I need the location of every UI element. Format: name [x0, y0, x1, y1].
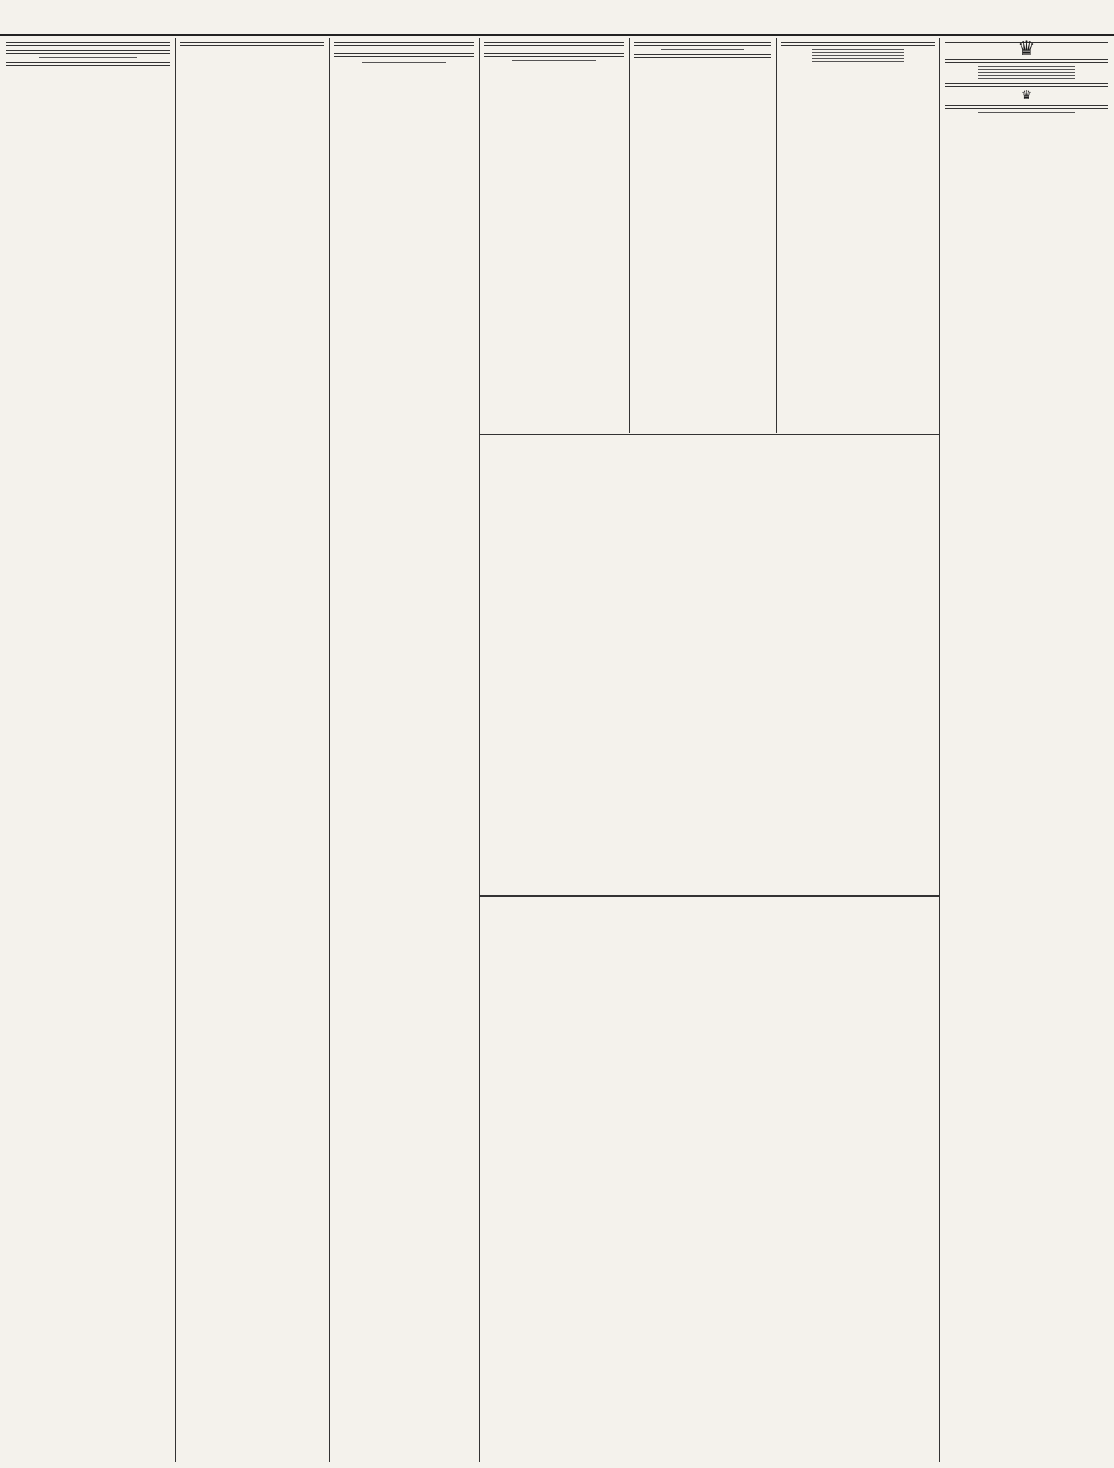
divider: [978, 72, 1076, 73]
to-let-heading: [634, 54, 771, 58]
column-5-upper: [630, 38, 775, 433]
divider: [812, 49, 904, 50]
gazette-crest-row: [945, 38, 1108, 60]
divider: [812, 58, 904, 59]
column-3: [330, 38, 478, 1462]
tenders-heading: [945, 105, 1108, 109]
thompson-smith-barkley-block: [480, 434, 939, 894]
divider: [812, 61, 904, 62]
divider: [978, 69, 1076, 70]
art-union-heading: [180, 42, 324, 46]
column-1: [2, 38, 174, 1462]
royal-crest-icon: ♛: [1017, 38, 1036, 60]
masthead: [0, 0, 1114, 36]
removal-heading: [484, 53, 624, 57]
ball-heading: [945, 83, 1108, 87]
divider: [978, 112, 1076, 113]
divider: [812, 52, 904, 53]
royal-crest-icon: ♛: [1021, 87, 1032, 102]
divider: [39, 57, 137, 58]
for-sale-heading: [781, 42, 935, 46]
divider: [978, 75, 1076, 76]
photography-heading: [6, 62, 170, 66]
divider: [661, 49, 743, 50]
divider: [362, 62, 446, 63]
manson-advert: [480, 895, 939, 1462]
germany-heading: [6, 42, 170, 46]
dressmaker-heading: [634, 42, 771, 46]
column-4-upper: [480, 38, 628, 433]
divider: [978, 78, 1076, 79]
divider: [812, 55, 904, 56]
auctions-heading: [6, 50, 170, 54]
column-7: [941, 38, 1112, 1462]
column-2: [176, 38, 328, 1462]
ball-crest-row: [945, 87, 1108, 102]
divider: [978, 66, 1076, 67]
seeds-heading: [334, 53, 474, 57]
exhibition-heading: [484, 42, 624, 46]
column-6-upper: [777, 38, 939, 433]
masthead-title: [0, 0, 1114, 12]
prize-list-heading: [334, 42, 474, 46]
column-rule: [939, 38, 940, 1462]
divider: [512, 60, 596, 61]
